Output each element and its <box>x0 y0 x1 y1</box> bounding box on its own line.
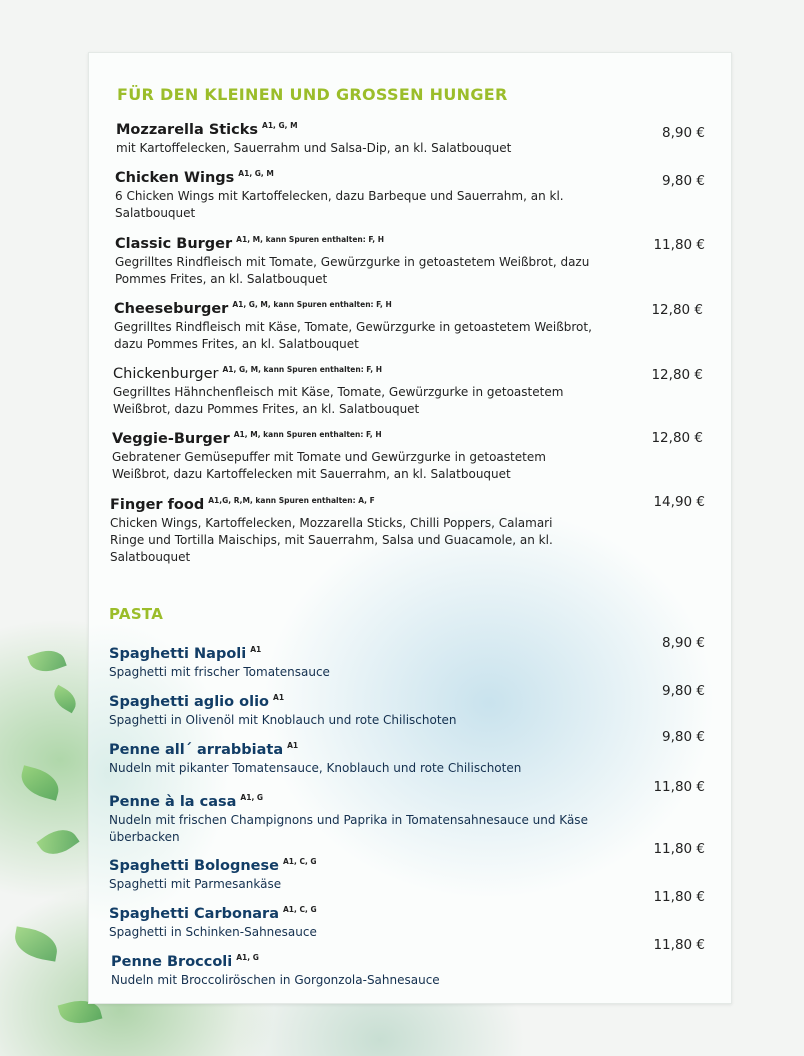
item-name: Spaghetti Carbonara <box>109 906 279 922</box>
item-allergens: A1, G, M, kann Spuren enthalten: F, H <box>232 300 392 309</box>
item-price: 12,80 € <box>651 430 703 446</box>
item-description: Gegrilltes Hähnchenfleisch mit Käse, Tomate, Gewürzgurke in getoastetem Weißbrot, dazu Pommes Frites, an kl. Salatbouquet <box>113 385 564 416</box>
item-description: Spaghetti in Olivenöl mit Knoblauch und rote Chilischoten <box>109 713 457 727</box>
item-description: Gegrilltes Rindfleisch mit Tomate, Gewürzgurke in getoastetem Weißbrot, dazu Pommes Frites, an kl. Salatbouquet <box>115 255 590 286</box>
item-allergens: A1, G, M <box>262 121 298 130</box>
item-allergens: A1 <box>273 693 285 702</box>
menu-item <box>89 841 731 893</box>
item-name: Mozzarella Sticks <box>116 122 259 138</box>
item-name: Spaghetti Bolognese <box>109 858 279 874</box>
item-description: Spaghetti in Schinken-Sahnesauce <box>109 925 317 939</box>
menu-item <box>89 298 731 353</box>
item-name: Chicken Wings <box>115 170 235 186</box>
item-allergens: A1, G, M <box>238 169 274 178</box>
item-allergens: A1,G, R,M, kann Spuren enthalten: A, F <box>208 496 375 505</box>
item-allergens: A1 <box>287 741 299 750</box>
item-allergens: A1, C, G <box>282 857 317 866</box>
item-description: Gegrilltes Rindfleisch mit Käse, Tomate, Gewürzgurke in getoastetem Weißbrot, dazu Pommes Frites, an kl. Salatbouquet <box>114 320 592 351</box>
item-name: Veggie-Burger <box>112 431 230 447</box>
item-name: Cheeseburger <box>114 301 229 317</box>
menu-item <box>89 779 731 846</box>
item-price: 11,80 € <box>653 889 705 905</box>
item-allergens: A1, C, G <box>283 905 317 914</box>
item-price: 9,80 € <box>662 729 705 745</box>
menu-item <box>89 889 731 941</box>
item-price: 8,90 € <box>662 125 705 141</box>
menu-item <box>89 233 731 288</box>
item-description: Nudeln mit Broccoliröschen in Gorgonzola-Sahnesauce <box>111 973 440 987</box>
item-price: 11,80 € <box>653 779 705 795</box>
item-description: Spaghetti mit Parmesankäse <box>109 877 282 891</box>
item-price: 11,80 € <box>653 937 705 953</box>
menu-item <box>89 683 731 729</box>
menu-item <box>89 635 731 681</box>
item-allergens: A1, M, kann Spuren enthalten: F, H <box>233 430 382 439</box>
item-allergens: A1, M, kann Spuren enthalten: F, H <box>236 235 385 244</box>
item-description: Gebratener Gemüsepuffer mit Tomate und Gewürzgurke in getoastetem Weißbrot, dazu Kartoffelecken mit Sauerrahm, an kl. Salatbouquet <box>112 450 546 481</box>
item-price: 11,80 € <box>653 841 705 857</box>
menu-card <box>88 52 732 1004</box>
item-name: Penne Broccoli <box>111 954 233 970</box>
item-description: Nudeln mit pikanter Tomatensauce, Knoblauch und rote Chilischoten <box>109 761 522 775</box>
item-name: Spaghetti aglio olio <box>109 694 270 710</box>
section-title-pasta: PASTA <box>109 605 164 623</box>
item-name: Penne à la casa <box>109 794 237 810</box>
item-price: 12,80 € <box>651 367 703 383</box>
item-price: 8,90 € <box>662 635 705 651</box>
item-price: 14,90 € <box>653 494 705 510</box>
item-name: Classic Burger <box>115 236 233 252</box>
menu-item <box>89 363 731 418</box>
item-allergens: A1, G <box>240 793 264 802</box>
item-price: 9,80 € <box>662 173 705 189</box>
item-price: 12,80 € <box>651 302 703 318</box>
menu-item <box>89 729 731 777</box>
item-description: Chicken Wings, Kartoffelecken, Mozzarella Sticks, Chilli Poppers, Calamari Ringe und Tortilla Maischips, mit Sauerrahm, Salsa und Guacamole, an kl. Salatbouquet <box>110 516 553 564</box>
item-name: Finger food <box>110 497 205 513</box>
menu-item <box>89 494 731 566</box>
item-allergens: A1 <box>250 645 262 654</box>
menu-item <box>89 119 731 157</box>
item-description: mit Kartoffelecken, Sauerrahm und Salsa-Dip, an kl. Salatbouquet <box>116 141 512 155</box>
menu-item <box>89 428 731 483</box>
item-name: Chickenburger <box>113 366 219 382</box>
item-price: 11,80 € <box>653 237 705 253</box>
item-allergens: A1, G, M, kann Spuren enthalten: F, H <box>222 365 382 374</box>
item-price: 9,80 € <box>662 683 705 699</box>
item-name: Spaghetti Napoli <box>109 646 247 662</box>
item-allergens: A1, G <box>236 953 259 962</box>
menu-item <box>89 167 731 222</box>
item-description: Spaghetti mit frischer Tomatensauce <box>109 665 330 679</box>
item-description: Nudeln mit frischen Champignons und Paprika in Tomatensahnesauce und Käse überbacken <box>109 813 588 844</box>
item-name: Penne all´ arrabbiata <box>109 742 284 758</box>
item-description: 6 Chicken Wings mit Kartoffelecken, dazu Barbeque und Sauerrahm, an kl. Salatbouquet <box>115 189 564 220</box>
menu-item <box>89 937 731 989</box>
section-title-snacks: FÜR DEN KLEINEN UND GROSSEN HUNGER <box>117 85 508 104</box>
